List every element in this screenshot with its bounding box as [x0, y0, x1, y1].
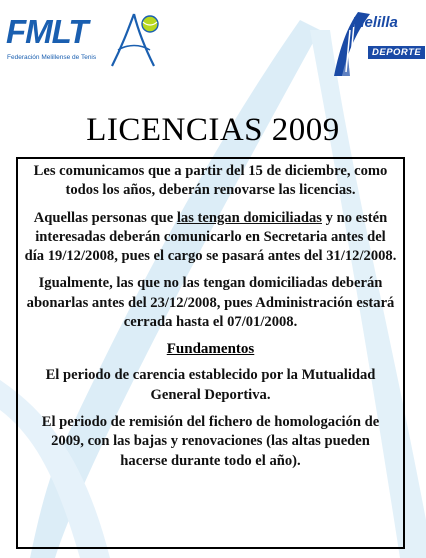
page-title: LICENCIAS 2009 — [86, 112, 340, 148]
melilla-deporte-logo — [328, 6, 422, 80]
fundamento-item-carencia: El periodo de carencia establecido por la Mutualidad General Deportiva. — [45, 367, 376, 403]
notice-paragraph-domiciled — [18, 201, 403, 267]
fmlt-logo-text: FMLT — [6, 13, 88, 50]
melilla-logo-text: Melilla — [352, 14, 398, 31]
tennis-player-icon — [106, 10, 168, 70]
fundamentos-heading: Fundamentos — [166, 341, 255, 358]
notice-box — [16, 157, 405, 549]
fundamento-item-homologacion: El periodo de remisión del fichero de homologación de 2009, con las bajas y renovaciones (las altas pueden hacerse durante todo el año). — [41, 413, 380, 469]
fmlt-logo-subtitle: Federación Melillense de Tenis — [7, 54, 97, 61]
domiciled-text-start: Aquellas personas que — [33, 209, 177, 226]
domiciled-text-end: y no estén interesadas deberán comunicarlo en Secretaria antes del día 19/12/2008, pues el cargo se pasará antes del 31/12/2008. — [24, 209, 397, 265]
notice-paragraph-not-domiciled: Igualmente, las que no las tengan domiciliadas deberán abonarlas antes del 23/12/2008, pues Administración estará cerrada hasta el 07/01/2008. — [26, 275, 395, 331]
deporte-logo-text: DEPORTE — [368, 46, 425, 59]
notice-paragraph-renewal: Les comunicamos que a partir del 15 de diciembre, como todos los años, deberán renovarse las licencias. — [33, 163, 388, 199]
domiciled-underlined-text: las tengan domiciliadas — [176, 209, 322, 226]
fmlt-logo — [6, 10, 166, 70]
